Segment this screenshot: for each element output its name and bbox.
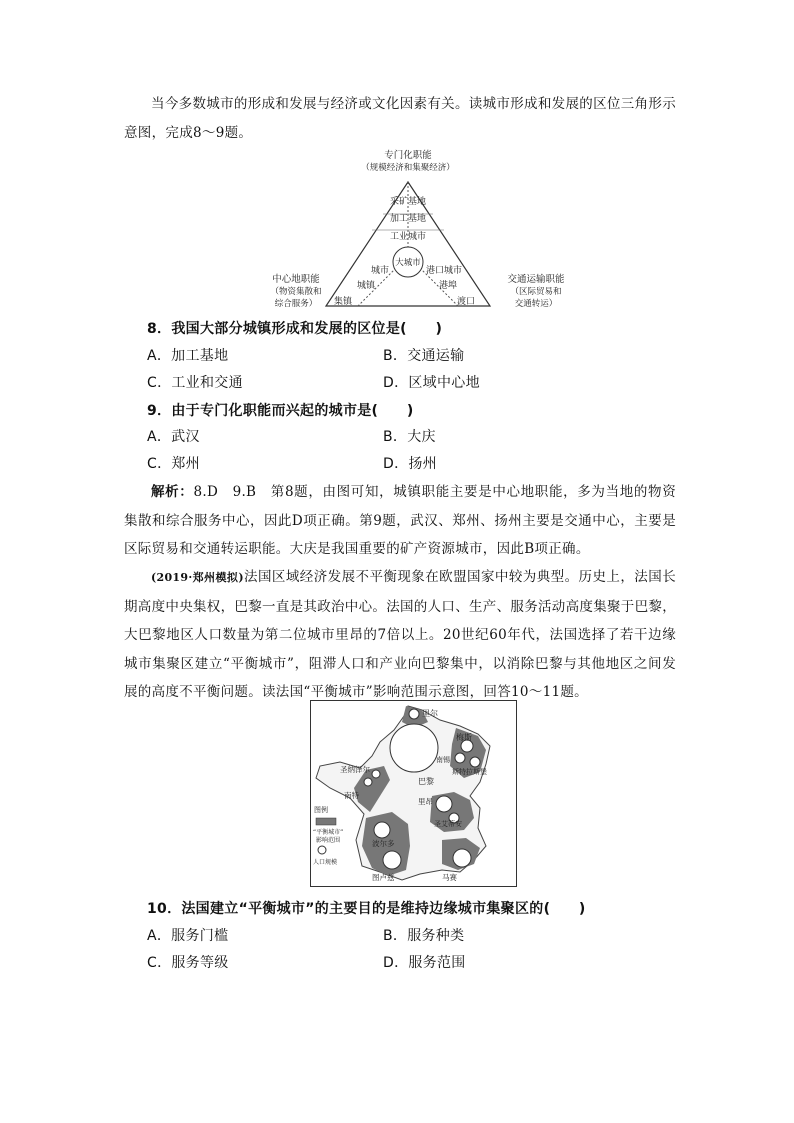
analysis-text: 8.D 9.B 第8题，由图可知，城镇职能主要是中心地职能，多为当地的物资集散和综合服务中心，因此D项正确。第9题，武汉、郑州、扬州主要是交通中心，主要是区际贸易和交通转运职能。大庆是我国重要的矿产资源城市，因此B项正确。 — [124, 484, 676, 557]
population-circle-lille — [409, 709, 419, 719]
map-city-8: 圣艾蒂安 — [434, 820, 462, 828]
map-city-2: 南锡 — [436, 756, 450, 764]
map-city-9: 波尔多 — [372, 839, 395, 848]
population-circle-nantes — [364, 778, 372, 786]
triangle-inner-8: 渡口 — [456, 297, 476, 307]
legend-pop-swatch — [318, 846, 326, 854]
source-tag: (2019·郑州模拟) — [151, 571, 244, 584]
intro-2-text: 法国区域经济发展不平衡现象在欧盟国家中较为典型。历史上，法国长期高度中央集权，巴黎一直是其政治中心。法国的人口、生产、服务活动高度集聚于巴黎，大巴黎地区人口数量为第二位城市里昂的7倍以上。20世纪60年代，法国选择了若干边缘城市集聚区建立“平衡城市”，阻滞人口和产业向巴黎集中，以消除巴黎与其他地区之间发展的高度不平衡问题。读法国“平衡城市”影响范围示意图，回答10～11题。 — [124, 569, 676, 700]
population-circle-nancy — [455, 753, 465, 763]
location-triangle-diagram — [268, 146, 568, 314]
triangle-left-label: 中心地职能 — [272, 274, 320, 285]
question-8-option-c: C．工业和交通 — [147, 375, 243, 391]
question-9-option-d: D．扬州 — [383, 456, 437, 472]
triangle-inner-2: 工业城市 — [389, 232, 427, 242]
map-city-4: 圣纳泽尔 — [340, 765, 370, 774]
triangle-top-label: 专门化职能 — [384, 150, 432, 161]
question-8-option-d: D．区域中心地 — [383, 375, 480, 391]
map-city-6: 巴黎 — [418, 777, 434, 786]
france-balance-city-map — [310, 700, 517, 887]
triangle-inner-4: 城镇 — [356, 281, 376, 291]
population-circle-toulouse — [383, 851, 401, 869]
triangle-right-sub1: （区际贸易和 — [510, 287, 562, 297]
question-8-option-b: B．交通运输 — [383, 348, 465, 364]
map-city-10: 图卢兹 — [372, 873, 395, 882]
question-8-option-a: A．加工基地 — [147, 348, 229, 364]
question-10-option-d: D．服务范围 — [383, 955, 466, 971]
legend-area-swatch — [316, 818, 336, 825]
legend-area-line2: 影响范围 — [316, 837, 341, 844]
legend-area-line1: “平衡城市” — [313, 829, 344, 836]
triangle-right-label: 交通运输职能 — [507, 274, 565, 285]
question-10-option-b: B．服务种类 — [383, 928, 465, 944]
analysis-paragraph — [124, 478, 676, 564]
triangle-inner-1: 加工基地 — [389, 214, 427, 224]
map-city-0: 里尔 — [422, 709, 438, 718]
triangle-top-sub: （规模经济和集聚经济） — [361, 163, 455, 173]
map-city-11: 马赛 — [442, 873, 457, 882]
triangle-center: 大城市 — [395, 258, 421, 268]
triangle-inner-3: 城市 — [370, 266, 390, 276]
question-10-stem: 10．法国建立“平衡城市”的主要目的是维持边缘城市集聚区的( ) — [147, 901, 586, 917]
triangle-inner-6: 港口城市 — [425, 266, 463, 276]
intro-paragraph-1: 当今多数城市的形成和发展与经济或文化因素有关。读城市形成和发展的区位三角形示意图，完成8～9题。 — [124, 96, 676, 141]
population-circle-saint-nazaire — [372, 770, 380, 778]
triangle-inner-0: 采矿基地 — [389, 197, 427, 207]
legend-pop: 人口规模 — [313, 859, 338, 866]
map-city-7: 里昂 — [418, 797, 433, 806]
question-10-option-a: A．服务门槛 — [147, 928, 229, 944]
legend-title: 图例 — [314, 806, 328, 814]
map-city-1: 梅斯 — [456, 733, 472, 742]
population-circle-lyon — [436, 796, 452, 812]
question-9-option-b: B．大庆 — [383, 429, 436, 445]
triangle-left-sub2: 综合服务） — [274, 299, 318, 309]
question-8-stem: 8．我国大部分城镇形成和发展的区位是( ) — [147, 321, 443, 337]
population-circle-paris — [390, 724, 438, 772]
question-9-stem: 9．由于专门化职能而兴起的城市是( ) — [147, 403, 414, 419]
question-9-option-c: C．郑州 — [147, 456, 200, 472]
intro-paragraph-2 — [124, 563, 676, 707]
map-city-3: 斯特拉斯堡 — [452, 768, 487, 776]
triangle-right-sub2: 交通转运） — [514, 299, 558, 309]
population-circle-marseille — [453, 849, 471, 867]
analysis-label: 解析： — [151, 484, 194, 500]
question-9-option-a: A．武汉 — [147, 429, 200, 445]
triangle-inner-5: 集镇 — [333, 297, 353, 307]
population-circle-strasbourg — [470, 757, 480, 767]
population-circle-bordeaux — [374, 822, 390, 838]
triangle-left-sub1: （物资集散和 — [270, 287, 322, 297]
map-city-5: 南特 — [344, 791, 359, 800]
question-10-option-c: C．服务等级 — [147, 955, 229, 971]
triangle-inner-7: 港埠 — [438, 281, 458, 291]
